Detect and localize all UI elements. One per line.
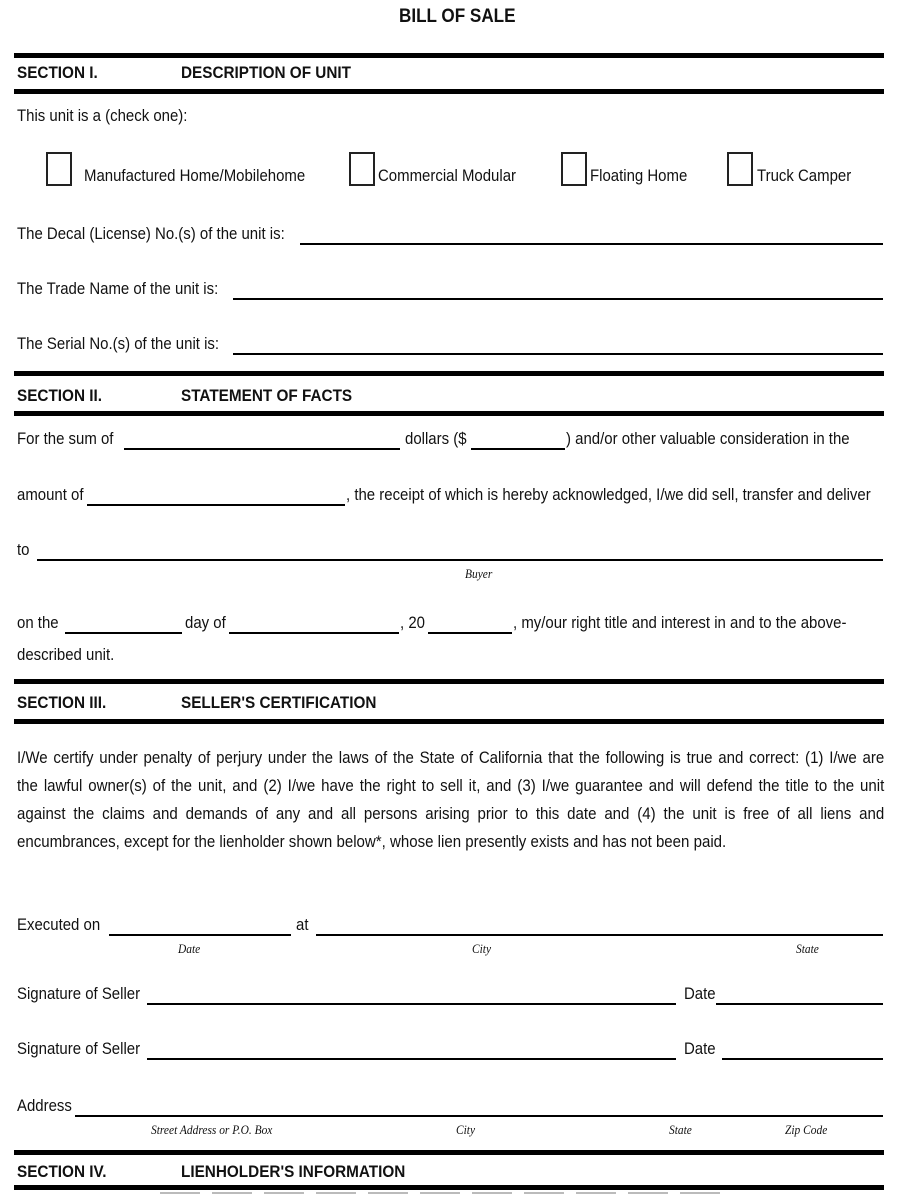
receipt-text: , the receipt of which is hereby acknowledged, I/we did sell, transfer and deliver (346, 485, 871, 504)
buyer-caption: Buyer (465, 566, 493, 581)
option-label-manufactured-home: Manufactured Home/Mobilehome (84, 166, 306, 185)
dollars-label: dollars ($ (405, 429, 467, 448)
certification-line: I/We certify under penalty of perjury under the laws of the State of California that the following is true and correct: (1) I/we are (17, 748, 885, 767)
on-the-label: on the (17, 613, 59, 632)
signature-of-seller-label: Signature of Seller (17, 984, 141, 1003)
seller-date-field-2[interactable] (722, 1058, 883, 1060)
check-one-prompt: This unit is a (check one): (17, 106, 188, 125)
executed-location-field[interactable] (316, 934, 883, 936)
day-field[interactable] (65, 632, 182, 634)
section-2-number: SECTION II. (17, 386, 103, 405)
described-unit-text: described unit. (17, 645, 115, 664)
section-3-heading: SELLER'S CERTIFICATION (181, 693, 377, 712)
street-address-caption: Street Address or P.O. Box (151, 1122, 273, 1137)
section-1-number: SECTION I. (17, 63, 98, 82)
section-divider (14, 371, 884, 376)
section-4-number: SECTION IV. (17, 1162, 107, 1181)
section-2-heading: STATEMENT OF FACTS (181, 386, 353, 405)
serial-number-label: The Serial No.(s) of the unit is: (17, 334, 220, 353)
decal-number-label: The Decal (License) No.(s) of the unit is: (17, 224, 285, 243)
seller-signature-field-1[interactable] (147, 1003, 676, 1005)
certification-line: against the claims and demands of any and all persons arising prior to this date and (4) the unit is free of all liens and (17, 804, 885, 823)
to-label: to (17, 540, 30, 559)
section-divider (14, 89, 884, 94)
checkbox-commercial-modular[interactable] (349, 152, 375, 186)
section-divider (14, 411, 884, 416)
checkbox-manufactured-home[interactable] (46, 152, 72, 186)
consideration-text: ) and/or other valuable consideration in the (566, 429, 850, 448)
checkbox-truck-camper[interactable] (727, 152, 753, 186)
section-divider (14, 719, 884, 724)
trade-name-field[interactable] (233, 298, 883, 300)
section-divider (14, 53, 884, 58)
certification-paragraph (17, 744, 884, 856)
year-field[interactable] (428, 632, 512, 634)
address-label: Address (17, 1096, 72, 1115)
at-label: at (296, 915, 309, 934)
zip-code-caption: Zip Code (785, 1122, 828, 1137)
certification-line: encumbrances, except for the lienholder shown below*, whose lien presently exists and has not been paid. (17, 832, 727, 851)
certification-line: the lawful owner(s) of the unit, and (2) I/we have the right to sell it, and (3) I/we guarantee and will defend the title to the unit (17, 776, 885, 795)
section-divider (14, 1150, 884, 1155)
state-caption: State (796, 941, 819, 956)
executed-date-field[interactable] (109, 934, 291, 936)
right-title-text: , my/our right title and interest in and to the above- (513, 613, 847, 632)
section-1-heading: DESCRIPTION OF UNIT (181, 63, 352, 82)
year-prefix-label: , 20 (400, 613, 425, 632)
decal-number-field[interactable] (300, 243, 883, 245)
section-4-heading: LIENHOLDER'S INFORMATION (181, 1162, 406, 1181)
seller-date-field-1[interactable] (716, 1003, 883, 1005)
amount-of-label: amount of (17, 485, 84, 504)
day-of-label: day of (185, 613, 226, 632)
address-city-caption: City (456, 1122, 476, 1137)
sum-in-words-field[interactable] (124, 448, 400, 450)
amount-field[interactable] (87, 504, 345, 506)
option-label-truck-camper: Truck Camper (757, 166, 852, 185)
city-caption: City (472, 941, 492, 956)
seller-signature-field-2[interactable] (147, 1058, 676, 1060)
section-divider (14, 1185, 884, 1190)
option-label-floating-home: Floating Home (590, 166, 688, 185)
sum-in-dollars-field[interactable] (471, 448, 565, 450)
cut-off-text-row (160, 1192, 720, 1194)
checkbox-floating-home[interactable] (561, 152, 587, 186)
date-caption: Date (178, 941, 201, 956)
section-3-number: SECTION III. (17, 693, 107, 712)
executed-on-label: Executed on (17, 915, 101, 934)
form-title: BILL OF SALE (399, 6, 516, 27)
serial-number-field[interactable] (233, 353, 883, 355)
section-divider (14, 679, 884, 684)
date-label: Date (684, 1039, 716, 1058)
signature-of-seller-label: Signature of Seller (17, 1039, 141, 1058)
option-label-commercial-modular: Commercial Modular (378, 166, 517, 185)
for-the-sum-label: For the sum of (17, 429, 114, 448)
month-field[interactable] (229, 632, 399, 634)
buyer-field[interactable] (37, 559, 883, 561)
date-label: Date (684, 984, 716, 1003)
address-field[interactable] (75, 1115, 883, 1117)
address-state-caption: State (669, 1122, 692, 1137)
trade-name-label: The Trade Name of the unit is: (17, 279, 219, 298)
